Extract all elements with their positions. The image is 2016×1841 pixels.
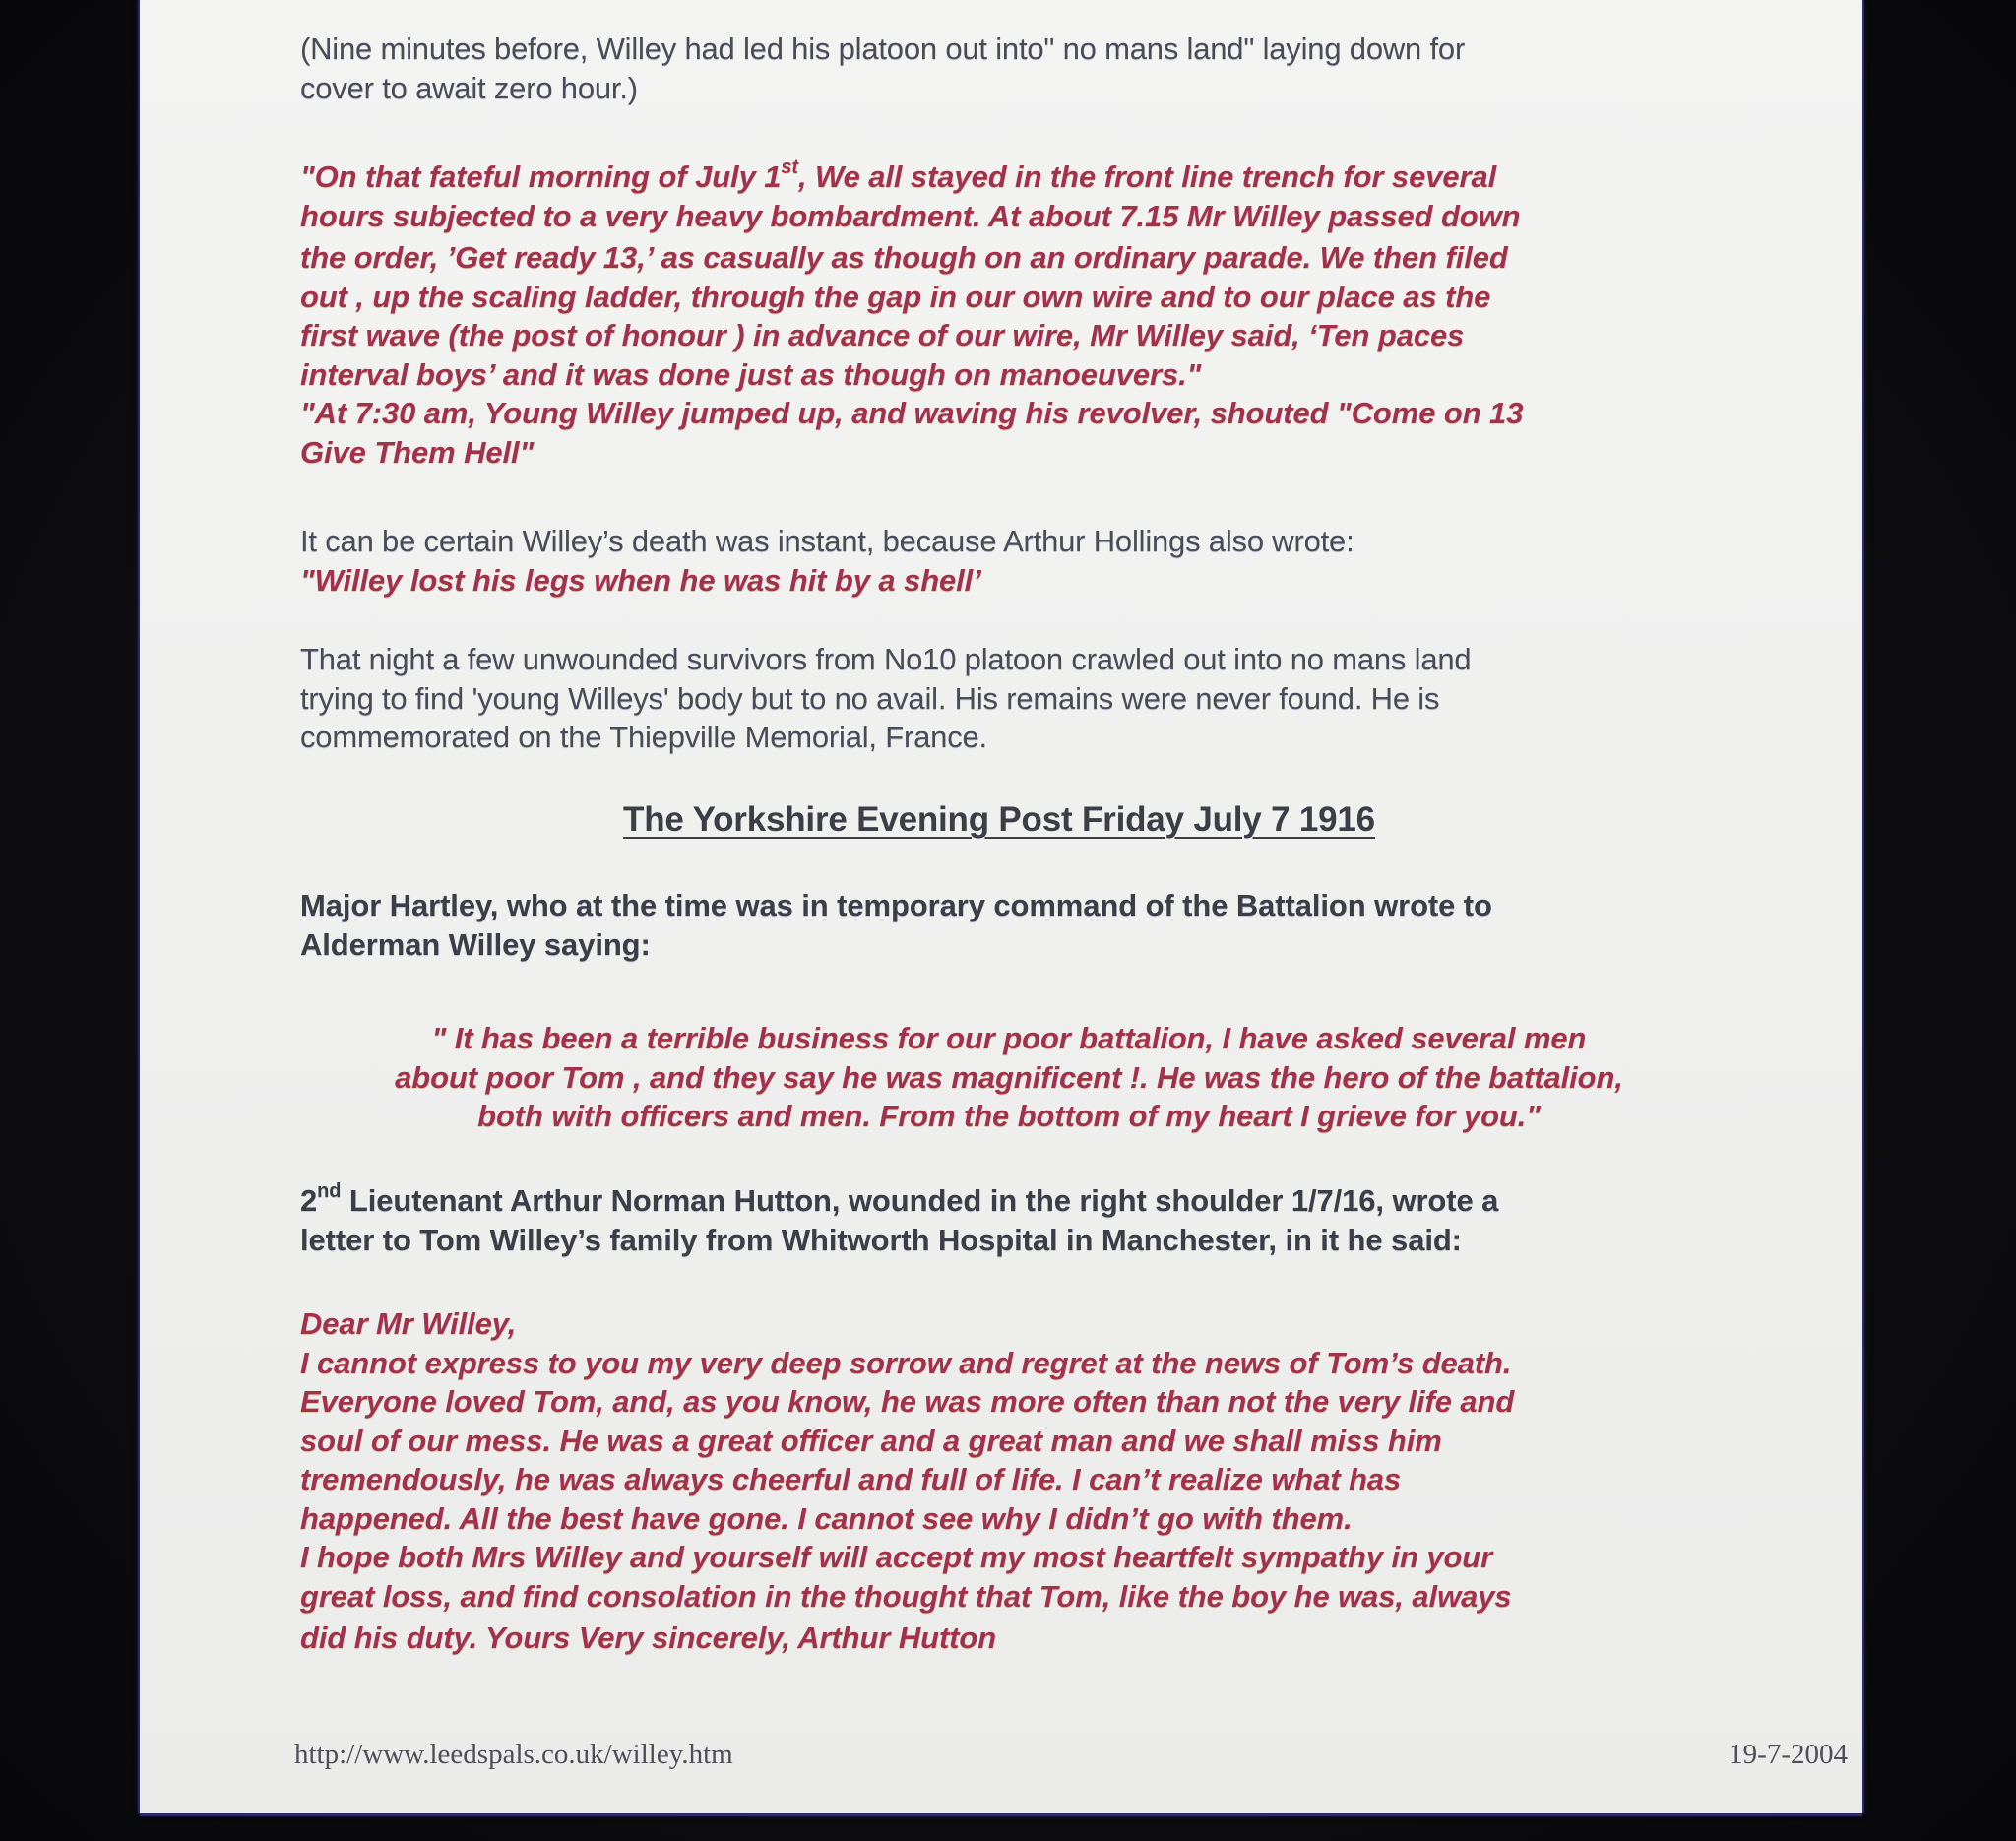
death-line: It can be certain Willey’s death was instant, because Arthur Hollings also wrote: [300, 524, 1354, 558]
survivors-line: trying to find 'young Willeys' body but to no avail. His remains were never found. He is [300, 680, 1440, 716]
footer-url: http://www.leedspals.co.uk/willey.htm [294, 1739, 733, 1770]
intro-line: cover to await zero hour.) [300, 70, 638, 105]
page-footer [294, 1739, 1848, 1771]
hartley-quote-line: about poor Tom , and they say he was magnificent !. He was the hero of the battalion, [395, 1059, 1623, 1095]
hartley-quote-line: both with officers and men. From the bottom of my heart I grieve for you." [477, 1099, 1541, 1133]
quote-line: "At 7:30 am, Young Willey jumped up, and waving his revolver, shouted "Come on 13 [300, 396, 1524, 430]
superscript-nd: nd [317, 1180, 342, 1202]
letter-line: Everyone loved Tom, and, as you know, he was more often than not the very life and [300, 1384, 1515, 1419]
hollings-quote [300, 158, 1523, 472]
hutton-intro-line: letter to Tom Willey’s family from Whitworth Hospital in Manchester, in it he said: [300, 1222, 1462, 1257]
hartley-quote-line: " It has been a terrible business for our poor battalion, I have asked several men [431, 1021, 1587, 1055]
hartley-intro-line: Major Hartley, who at the time was in temporary command of the Battalion wrote to [300, 888, 1492, 922]
letter-line: I hope both Mrs Willey and yourself will accept my most heartfelt sympathy in your [300, 1540, 1493, 1574]
hartley-intro [300, 886, 1492, 964]
death-quote: "Willey lost his legs when he was hit by a shell’ [300, 562, 981, 598]
quote-line: Give Them Hell" [300, 434, 535, 470]
hartley-intro-line: Alderman Willey saying: [300, 926, 651, 962]
hutton-intro-line: 2nd Lieutenant Arthur Norman Hutton, wounded in the right shoulder 1/7/16, wrote a [300, 1180, 1499, 1218]
intro-line: (Nine minutes before, Willey had led his platoon out into" no mans land" laying down for [300, 32, 1466, 66]
footer-date: 19-7-2004 [1729, 1739, 1848, 1770]
survivors-line: That night a few unwounded survivors from No10 platoon crawled out into no mans land [300, 642, 1472, 676]
letter-line: soul of our mess. He was a great officer and a great man and we shall miss him [300, 1423, 1442, 1458]
letter-line: tremendously, he was always cheerful and full of life. I can’t realize what has [300, 1462, 1402, 1496]
letter-signoff: did his duty. Yours Very sincerely, Arthur Hutton [300, 1620, 997, 1655]
section-heading: The Yorkshire Evening Post Friday July 7 1916 [623, 800, 1375, 839]
superscript-st: st [781, 157, 798, 178]
survivors-line: commemorated on the Thiepville Memorial, France. [300, 720, 987, 754]
quote-line: first wave (the post of honour ) in advance of our wire, Mr Willey said, ‘Ten paces [300, 318, 1465, 352]
letter-line: great loss, and find consolation in the thought that Tom, like the boy he was, always [300, 1578, 1512, 1614]
intro-note [300, 30, 1465, 107]
letter-salutation: Dear Mr Willey, [300, 1306, 517, 1341]
letter-line: I cannot express to you my very deep sorrow and regret at the news of Tom’s death. [300, 1345, 1512, 1380]
quote-line: interval boys’ and it was done just as though on manoeuvers." [300, 356, 1202, 392]
quote-line: out , up the scaling ladder, through the gap in our own wire and to our place as the [300, 279, 1491, 314]
hutton-letter [300, 1304, 1514, 1658]
printed-page [140, 0, 1862, 1813]
quote-line: "On that fateful morning of July 1st, We all stayed in the front line trench for several [300, 157, 1497, 194]
survivors-paragraph [300, 640, 1471, 757]
hartley-quote [300, 1019, 1718, 1136]
quote-line: the order, ’Get ready 13,’ as casually as though on an ordinary parade. We then filed [300, 240, 1508, 275]
hutton-intro [300, 1181, 1498, 1259]
death-paragraph [300, 522, 1354, 600]
letter-line: happened. All the best have gone. I cannot see why I didn’t go with them. [300, 1500, 1353, 1536]
quote-line: hours subjected to a very heavy bombardment. At about 7.15 Mr Willey passed down [300, 198, 1521, 233]
